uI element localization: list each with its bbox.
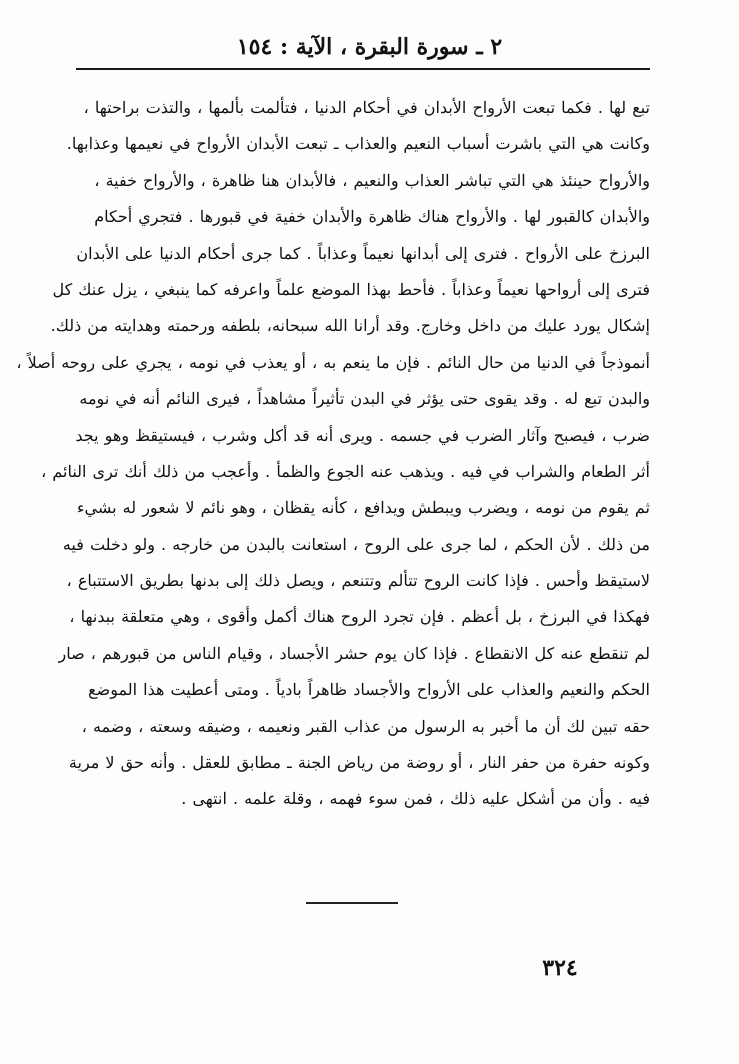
text-line: فهكذا في البرزخ ، بل أعظم . فإن تجرد الروح هناك أكمل وأقوى ، وهي متعلقة ببدنها ،: [69, 607, 650, 627]
text-line: فيه . وأن من أشكل عليه ذلك ، فمن سوء فهمه ، وقلة علمه . انتهى .: [181, 789, 650, 809]
text-line: البرزخ على الأرواح . فترى إلى أبدانها نعيماً وعذاباً . كما جرى أحكام الدنيا على الأبدان: [76, 243, 650, 263]
text-line: ثم يقوم من نومه ، ويضرب ويبطش ويدافع ، كأنه يقظان ، وهو نائم لا شعور له بشيء: [76, 498, 650, 518]
text-line: الحكم والنعيم والعذاب على الأرواح والأجساد ظاهراً بادياً . ومتى أعطيت هذا الموضع: [88, 680, 650, 700]
text-line: والأرواح حينئذ هي التي تباشر العذاب والنعيم ، فالأبدان هنا ظاهرة ، والأرواح خفية ،: [94, 170, 650, 190]
text-line: وكونه حفرة من حفر النار ، أو روضة من رياض الجنة ـ مطابق للعقل . وأنه حق لا مرية: [68, 753, 650, 773]
end-of-section-rule: [306, 902, 398, 904]
text-line: والأبدان كالقبور لها . والأرواح هناك ظاهرة والأبدان خفية في قبورها . فتجري أحكام: [94, 207, 650, 227]
text-line: والبدن تبع له . وقد يقوى حتى يؤثر في البدن تأثيراً مشاهداً ، فيرى النائم أنه في نومه: [79, 389, 650, 409]
text-line: وكانت هي التي باشرت أسباب النعيم والعذاب ـ تبعت الأبدان الأرواح في نعيمها وعذابها.: [66, 134, 650, 154]
text-line: حقه تبين لك أن ما أخبر به الرسول من عذاب القبر ونعيمه ، وضيقه وسعته ، وضمه ،: [81, 716, 650, 736]
text-line: أنموذجاً في الدنيا من حال النائم . فإن ما ينعم به ، أو يعذب في نومه ، يجري على روحه أصلاً ،: [16, 352, 650, 372]
text-line: ضرب ، فيصبح وآثار الضرب في جسمه . ويرى أنه قد أكل وشرب ، فيستيقظ وهو يجد: [75, 425, 650, 445]
text-line: من ذلك . لأن الحكم ، لما جرى على الروح ، استعانت بالبدن من خارجه . ولو دخلت فيه: [62, 534, 650, 554]
body-text: [16, 90, 650, 818]
text-line: فترى إلى أرواحها نعيماً وعذاباً . فأحط بهذا الموضع علماً واعرفه كما ينبغي ، يزل عنك كل: [52, 279, 650, 299]
running-header-title: ٢ ـ سورة البقرة ، الآية : ١٥٤: [236, 34, 503, 60]
text-line: تبع لها . فكما تبعت الأرواح الأبدان في أحكام الدنيا ، فتألمت بألمها ، والتذت براحتها ،: [83, 98, 650, 117]
header-divider: [76, 68, 650, 70]
text-line: لم تنقطع عنه كل الانقطاع . فإذا كان يوم حشر الأجساد ، وقيام الناس من قبورهم ، صار: [58, 643, 650, 663]
text-line: أثر الطعام والشراب في فيه . ويذهب عنه الجوع والظمأ . وأعجب من ذلك أنك ترى النائم ،: [41, 461, 650, 481]
page-number: ٣٢٤: [542, 955, 578, 981]
text-line: إشكال يورد عليك من داخل وخارج. وقد أرانا الله سبحانه، بلطفه ورحمته وهدايته من ذلك.: [50, 316, 650, 336]
text-line: لاستيقظ وأحس . فإذا كانت الروح تتألم وتتنعم ، ويصل ذلك إلى بدنها بطريق الاستتباع ،: [66, 571, 650, 591]
